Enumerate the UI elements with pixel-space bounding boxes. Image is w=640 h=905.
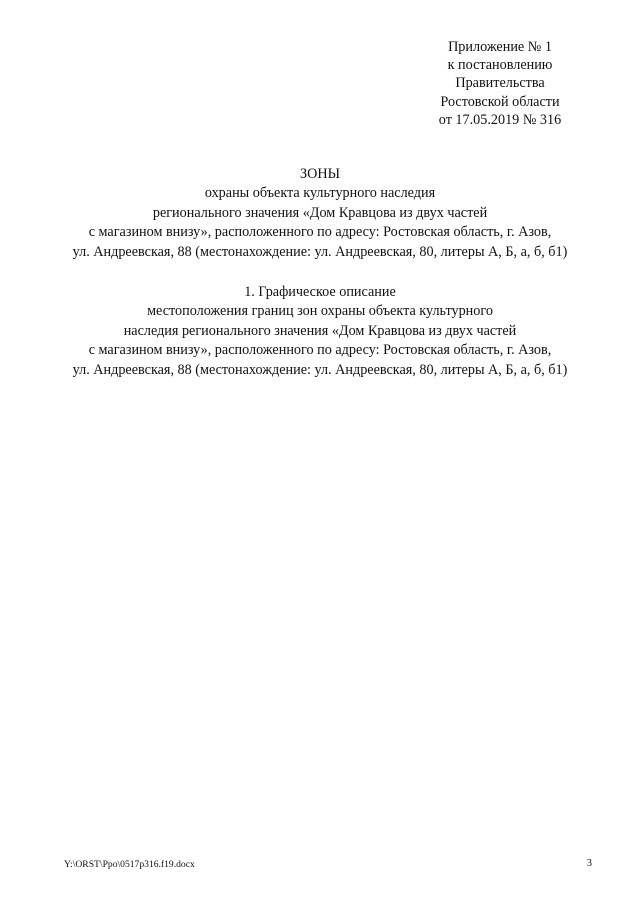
footer-file-path: Y:\ORST\Ppo\0517p316.f19.docx [64,859,195,870]
section-graphic-description [40,283,600,380]
appendix-line: Ростовской области [440,93,560,110]
footer-page-number: 3 [586,858,592,869]
zones-title-line: охраны объекта культурного наследия [204,185,436,202]
zones-title-line: с магазином внизу», расположенного по адресу: Ростовская область, г. Азов, [88,224,552,241]
zones-title-line: ул. Андреевская, 88 (местонахождение: ул. Андреевская, 80, литеры А, Б, а, б, б1) [72,243,568,260]
zones-heading: ЗОНЫ [300,166,340,182]
appendix-header [395,38,605,129]
section-line: ул. Андреевская, 88 (местонахождение: ул. Андреевская, 80, литеры А, Б, а, б, б1) [72,361,568,378]
section-line: местоположения границ зон охраны объекта культурного [147,303,493,320]
zones-title-block [40,165,600,262]
appendix-line: к постановлению [447,57,553,74]
appendix-date: от 17.05.2019 № 316 [438,111,562,128]
section-line: наследия регионального значения «Дом Кравцова из двух частей [123,322,517,339]
zones-title-line: регионального значения «Дом Кравцова из двух частей [152,204,488,221]
appendix-number: Приложение № 1 [448,39,552,55]
appendix-line: Правительства [455,75,545,92]
section-heading: 1. Графическое описание [244,284,396,300]
section-line: с магазином внизу», расположенного по адресу: Ростовская область, г. Азов, [88,342,552,359]
